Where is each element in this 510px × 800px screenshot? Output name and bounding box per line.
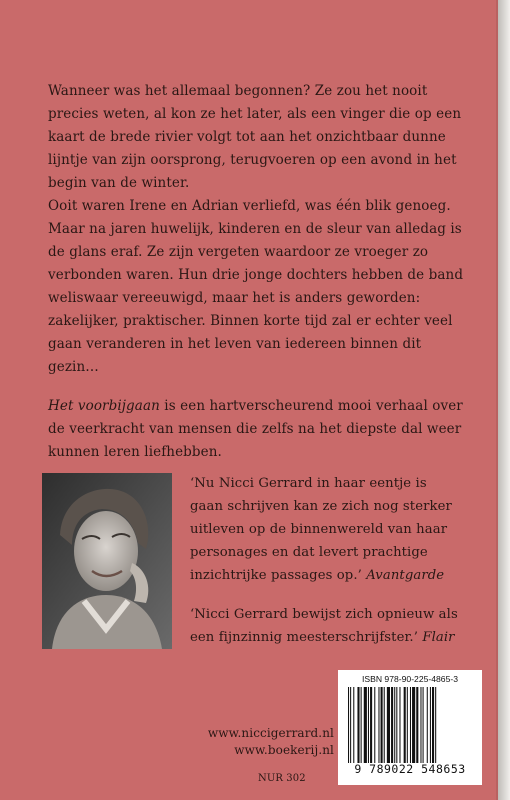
website-urls	[164, 725, 334, 759]
quote-1	[190, 472, 460, 587]
barcode-panel	[338, 670, 482, 785]
url-publisher[interactable]: www.boekerij.nl	[234, 743, 334, 757]
blurb-paragraph-1: Wanneer was het allemaal begonnen? Ze zou het nooit precies weten, al kon ze het later, als een vinger die op een kaart de brede rivier volgt tot aan het onzichtbaar dunne lijntje van zijn oorsprong, terugvoeren op een avond in het begin van de winter.	[48, 83, 462, 191]
blurb-paragraph-3-rest: is een hartverscheurend mooi verhaal over de veerkracht van mensen die zelfs na het diepste dal weer kunnen leren liefhebben.	[48, 398, 463, 460]
blurb-text	[48, 80, 468, 464]
quote-2-source: Flair	[422, 630, 455, 645]
barcode-digits: 9 789022 548653	[354, 762, 466, 776]
book-title: Het voorbijgaan	[48, 398, 160, 414]
page-edge	[498, 0, 510, 800]
blurb-paragraph-2: Ooit waren Irene en Adrian verliefd, was één blik genoeg. Maar na jaren huwelijk, kinderen en de sleur van alledag is de glans eraf. Ze zijn vergeten waardoor ze vroeger zo verbonden waren. Hun drie jonge dochters hebben de band weliswaar vereeuwigd, maar het is anders geworden: zakelijker, praktischer. Binnen korte tijd zal er echter veel gaan veranderen in het leven van iedereen binnen dit gezin…	[48, 198, 464, 375]
quote-1-source: Avantgarde	[366, 568, 445, 583]
blurb-paragraph-3	[48, 395, 468, 464]
quote-1-text: ‘Nu Nicci Gerrard in haar eentje is gaan schrijven kan ze zich nog sterker uitleven op de binnenwereld van haar personages en dat levert prachtige inzichtrijke passages op.’	[190, 476, 452, 583]
author-photo	[42, 473, 172, 649]
url-author[interactable]: www.niccigerrard.nl	[207, 726, 334, 740]
nur-code: NUR 302	[258, 773, 306, 784]
quote-2-text: ‘Nicci Gerrard bewijst zich opnieuw als een fijnzinnig meesterschrijfster.’	[190, 607, 458, 645]
press-quotes	[190, 472, 460, 649]
quote-2	[190, 603, 460, 649]
isbn-label: ISBN 978-90-225-4865-3	[361, 674, 459, 684]
barcode-icon	[348, 687, 472, 763]
